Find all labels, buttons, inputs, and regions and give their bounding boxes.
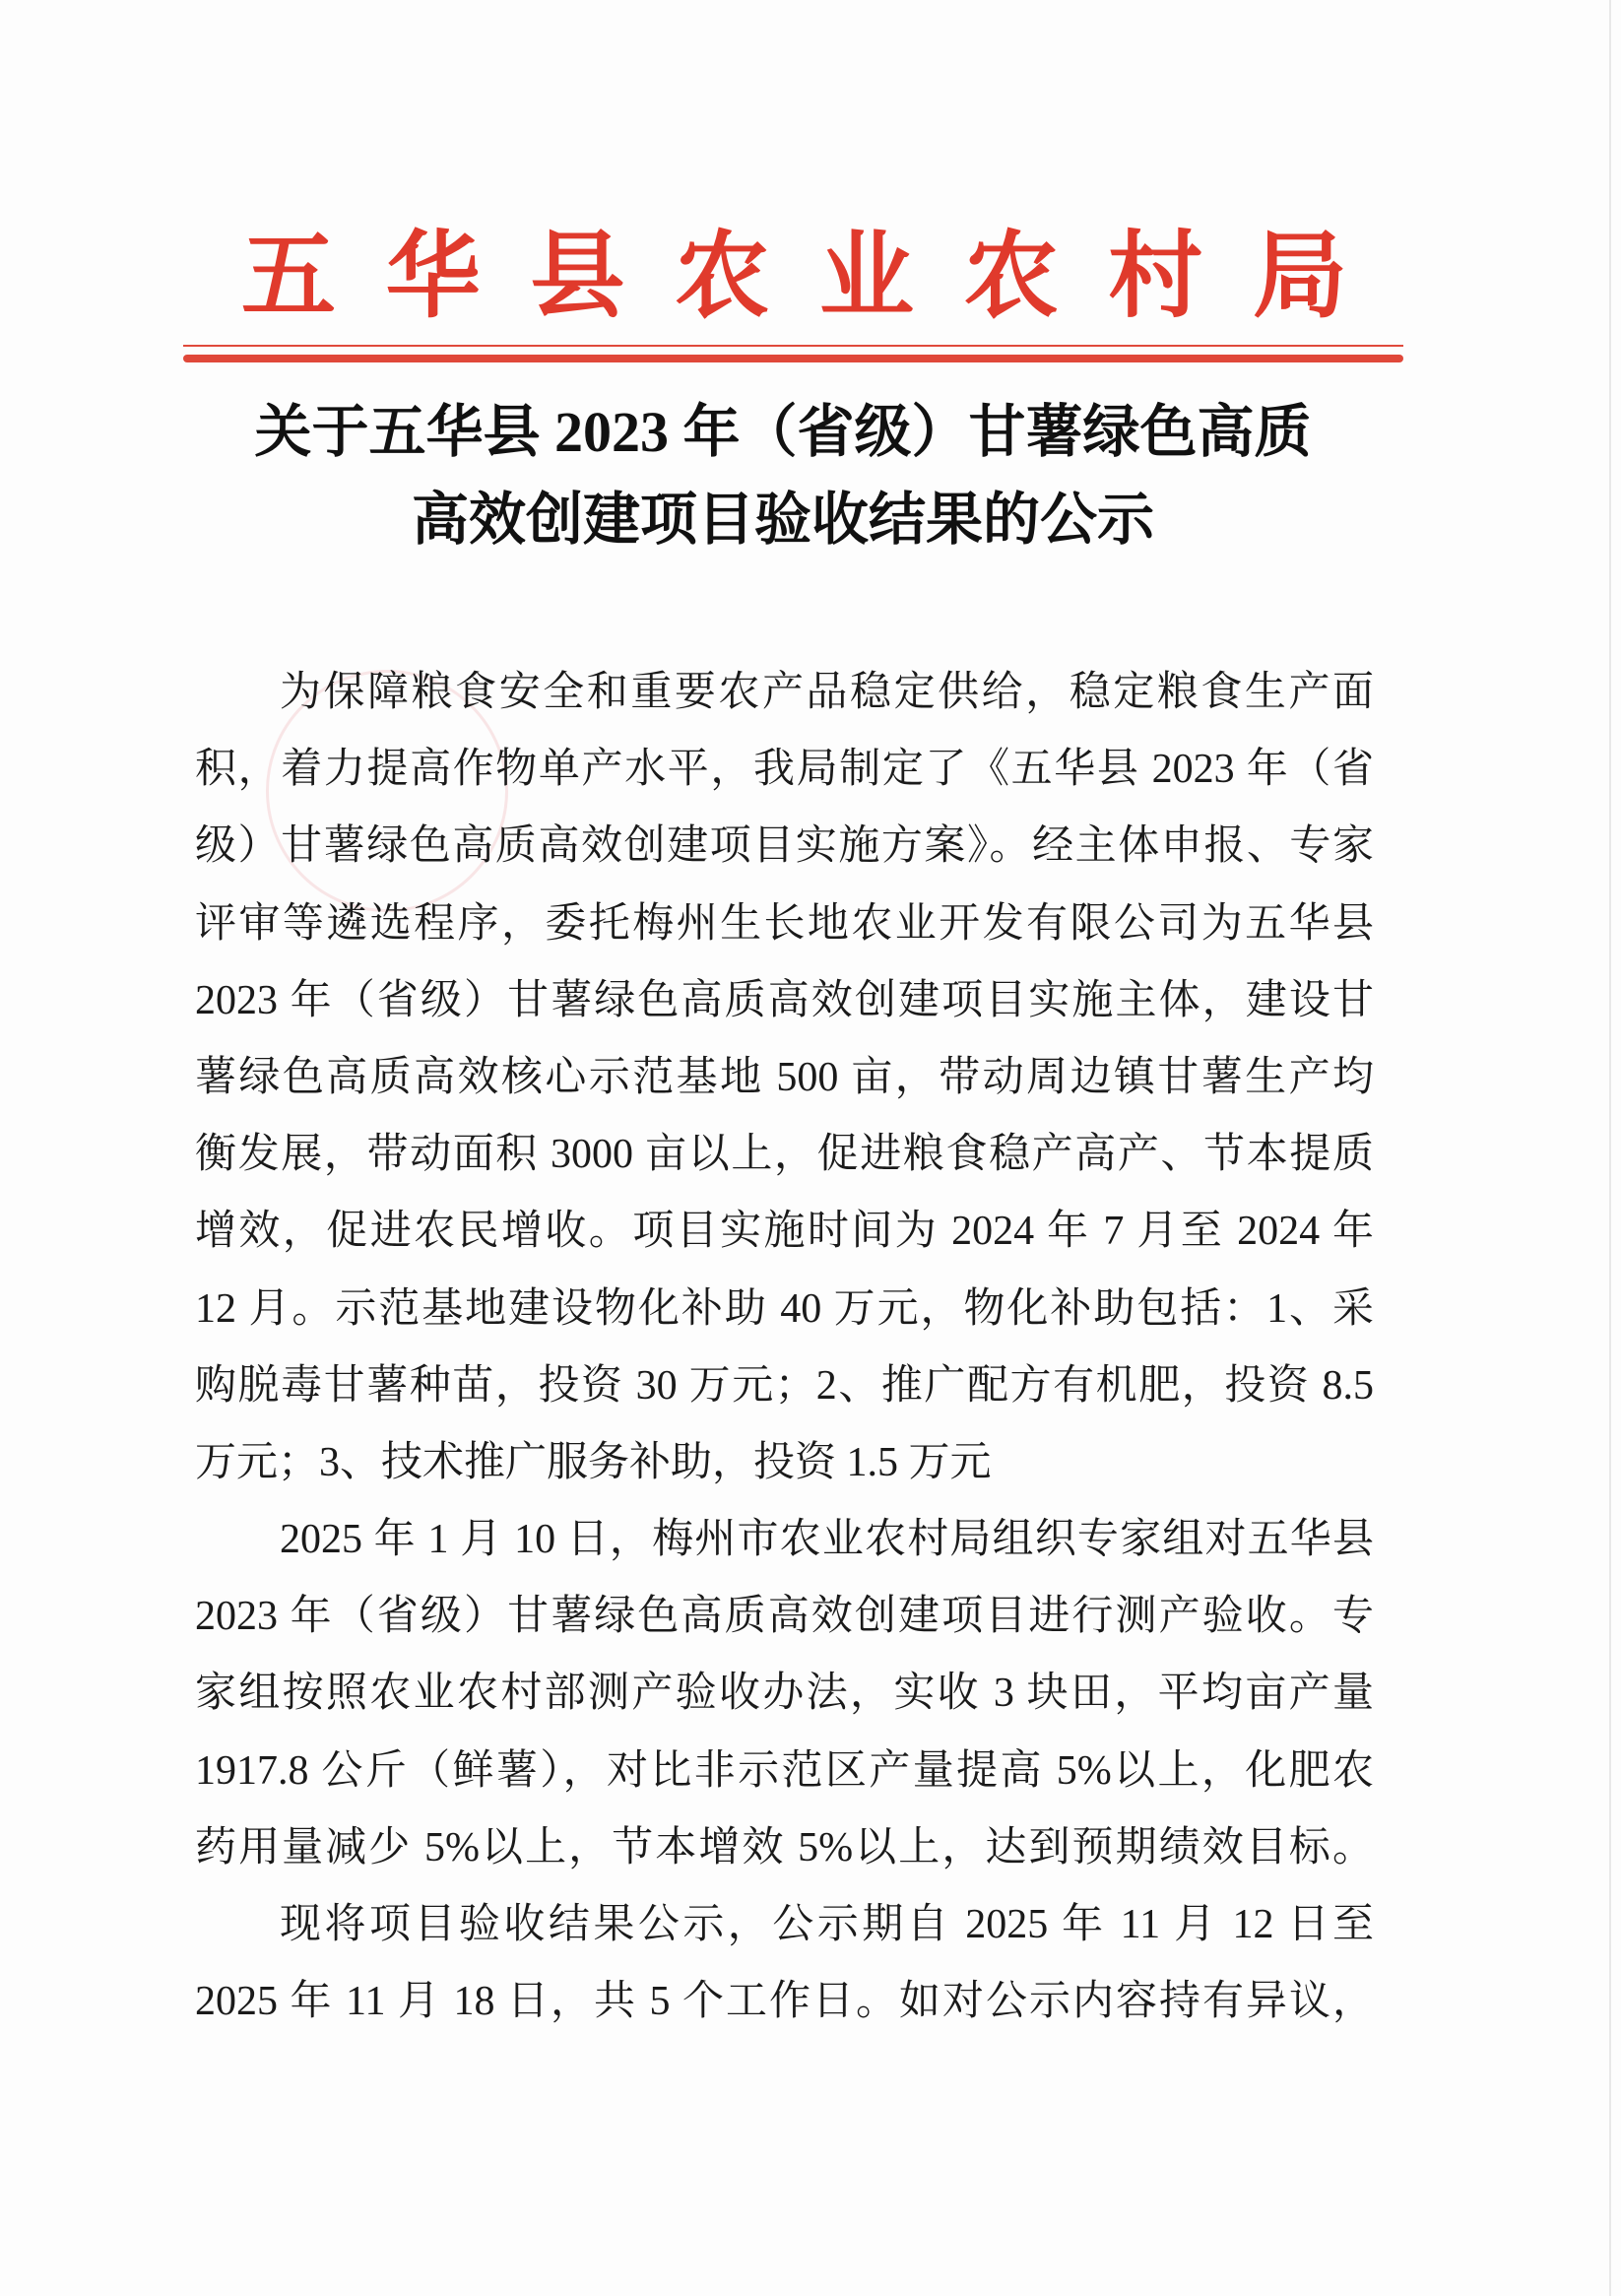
body-line: 1917.8 公斤（鲜薯），对比非示范区产量提高 5%以上，化肥农 <box>195 1747 1374 1794</box>
body-line: 购脱毒甘薯种苗，投资 30 万元；2、推广配方有机肥，投资 8.5 <box>195 1362 1374 1409</box>
body-line: 现将项目验收结果公示，公示期自 2025 年 11 月 12 日至 <box>280 1902 1374 1947</box>
page-edge <box>1609 0 1611 2296</box>
body-line: 2025 年 11 月 18 日，共 5 个工作日。如对公示内容持有异议， <box>195 1979 1374 2025</box>
body-line: 12 月。示范基地建设物化补助 40 万元，物化补助包括：1、采 <box>195 1285 1374 1332</box>
body-line: 积，着力提高作物单产水平，我局制定了《五华县 2023 年（省 <box>195 747 1374 793</box>
body-line: 药用量减少 5%以上，节本增效 5%以上，达到预期绩效目标。 <box>195 1824 1374 1870</box>
body-line: 万元；3、技术推广服务补助，投资 1.5 万元 <box>195 1439 992 1485</box>
body-line: 衡发展，带动面积 3000 亩以上，促进粮食稳产高产、节本提质 <box>195 1132 1374 1178</box>
body-line: 2023 年（省级）甘薯绿色高质高效创建项目进行测产验收。专 <box>195 1594 1374 1640</box>
letterhead-thick-rule <box>183 355 1403 362</box>
document-title-line-1: 关于五华县 2023 年（省级）甘薯绿色高质 <box>254 400 1312 464</box>
letterhead-thin-rule <box>183 345 1403 347</box>
body-line: 家组按照农业农村部测产验收办法，实收 3 块田，平均亩产量 <box>195 1671 1374 1717</box>
letterhead-org-name: 五华县农业农村局 <box>241 224 1347 329</box>
document-title-line-2: 高效创建项目验收结果的公示 <box>411 488 1154 552</box>
body-line: 为保障粮食安全和重要农产品稳定供给，稳定粮食生产面 <box>280 670 1374 715</box>
body-line: 增效，促进农民增收。项目实施时间为 2024 年 7 月至 2024 年 <box>195 1209 1374 1255</box>
document-body <box>195 654 1374 2040</box>
body-line: 薯绿色高质高效核心示范基地 500 亩，带动周边镇甘薯生产均 <box>195 1054 1374 1100</box>
body-line: 评审等遴选程序，委托梅州生长地农业开发有限公司为五华县 <box>195 900 1374 947</box>
body-line: 2025 年 1 月 10 日，梅州市农业农村局组织专家组对五华县 <box>280 1517 1374 1563</box>
body-line: 2023 年（省级）甘薯绿色高质高效创建项目实施主体，建设甘 <box>195 977 1374 1023</box>
body-line: 级）甘薯绿色高质高效创建项目实施方案》。经主体申报、专家 <box>195 823 1374 870</box>
